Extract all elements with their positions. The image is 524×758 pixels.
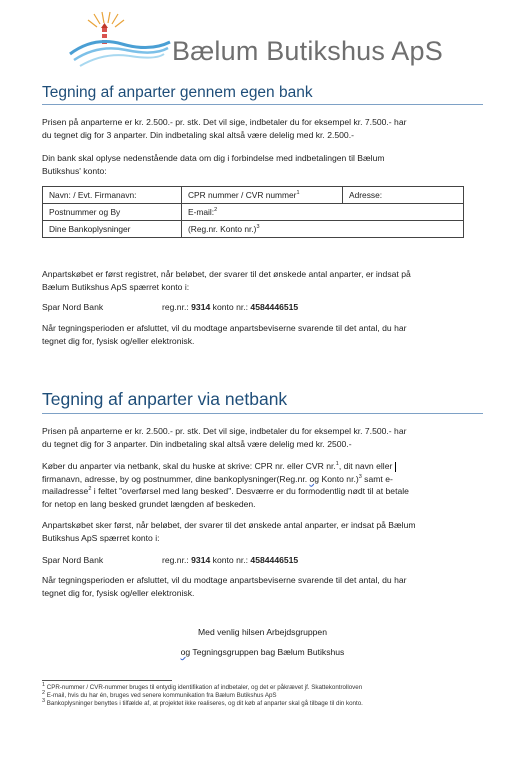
section1-paragraph-price: Prisen på anparterne er kr. 2.500.- pr. stk. Det vil sige, indbetaler du for eksempel kr. 7.500.- har du tegnet dig for 3 anparter. Din indbetaling skal altså være delelig med kr. 2.500.- xyxy=(42,117,407,140)
section2-rule xyxy=(42,413,483,414)
table-cell: CPR nummer / CVR nummer$^1$ xyxy=(182,187,343,204)
section2-paragraph-registration: Anpartskøbet sker først, når beløbet, der svarer til det ønskede antal anparter, er indsat på Bælum Butikshus ApS spærret konto i: xyxy=(42,520,416,543)
footnote-1: $^1$ CPR-nummer / CVR-nummer bruges til entydig identifikation af indbetaler, og det er påkrævet jf. Skattekontrolloven xyxy=(42,681,363,691)
table-row xyxy=(43,187,464,204)
table-cell: Adresse: xyxy=(343,187,464,204)
footnote-separator xyxy=(42,680,172,681)
footnote-2: $^2$ E-mail, hvis du har én, bruges ved senere kommunikation fra Bælum Butikshus ApS xyxy=(42,689,277,699)
section1-paragraph-certificates: Når tegningsperioden er afsluttet, vil du modtage anpartsbeviserne svarende til det antal, du har tegnet dig for, fysisk og/eller elektronisk. xyxy=(42,323,407,346)
section2-bank-account-line: Spar Nord Bank reg.nr.: 9314 konto nr.: 4584446515 xyxy=(42,555,299,565)
bank-data-table xyxy=(42,186,464,238)
table-row xyxy=(43,221,464,238)
section1-title: Tegning af anparter gennem egen bank xyxy=(42,84,313,101)
closing-signature: og Tegningsgruppen bag Bælum Butikshus xyxy=(180,647,345,657)
table-cell: Navn: / Evt. Firmanavn: xyxy=(43,187,182,204)
section2-paragraph-certificates: Når tegningsperioden er afsluttet, vil du modtage anpartsbeviserne svarende til det antal, du har tegnet dig for, fysisk og/eller elektronisk. xyxy=(42,575,407,598)
table-cell: E-mail:$^2$ xyxy=(182,204,464,221)
table-cell: (Reg.nr. Konto nr.)$^3$ xyxy=(182,221,464,238)
sun-rays-icon xyxy=(88,12,124,27)
section1-paragraph-registration: Anpartskøbet er først registret, når beløbet, der svarer til det ønskede antal anparter, er indsat på Bælum Butikshus ApS spærret konto i: xyxy=(42,269,411,292)
closing-greeting: Med venlig hilsen Arbejdsgruppen xyxy=(198,627,327,637)
section1-bank-account-line: Spar Nord Bank reg.nr.: 9314 konto nr.: 4584446515 xyxy=(42,302,299,312)
table-cell: Postnummer og By xyxy=(43,204,182,221)
table-row xyxy=(43,204,464,221)
section1-paragraph-bank-info: Din bank skal oplyse nedenstående data om dig i forbindelse med indbetalingen til Bælum Butikshus' konto: xyxy=(42,153,385,176)
table-cell: Dine Bankoplysninger xyxy=(43,221,182,238)
company-name: Bælum Butikshus ApS xyxy=(172,36,443,66)
text-cursor xyxy=(395,462,396,472)
section2-paragraph-price: Prisen på anparterne er kr. 2.500.- pr. stk. Det vil sige, indbetaler du for eksempel kr. 7.500.- har du tegnet dig for 3 anparter. Din indbetaling skal altså være delelig med kr. 2500.- xyxy=(42,426,407,449)
footnote-3: $^3$ Bankoplysninger benyttes i tilfælde af, at projektet ikke realiseres, og dit køb af anparter skal gå tilbage til din konto. xyxy=(42,697,363,707)
section2-paragraph-netbank: Køber du anparter via netbank, skal du huske at skrive: CPR nr. eller CVR nr.$^1$, dit navn eller firmanavn, adresse, by og postnummer, dine bankoplysninger(Reg.nr. og Konto nr.)$^3$ samt e- mailadresse$^2$ i feltet "overførsel med lang besked". Desværre er du formodentlig nødt til at betale for netop en lang besked grundet længden af beskeden. xyxy=(42,461,409,509)
company-logo-graphic xyxy=(64,10,172,70)
section1-rule xyxy=(42,104,483,105)
section2-title: Tegning af anparter via netbank xyxy=(42,389,288,409)
